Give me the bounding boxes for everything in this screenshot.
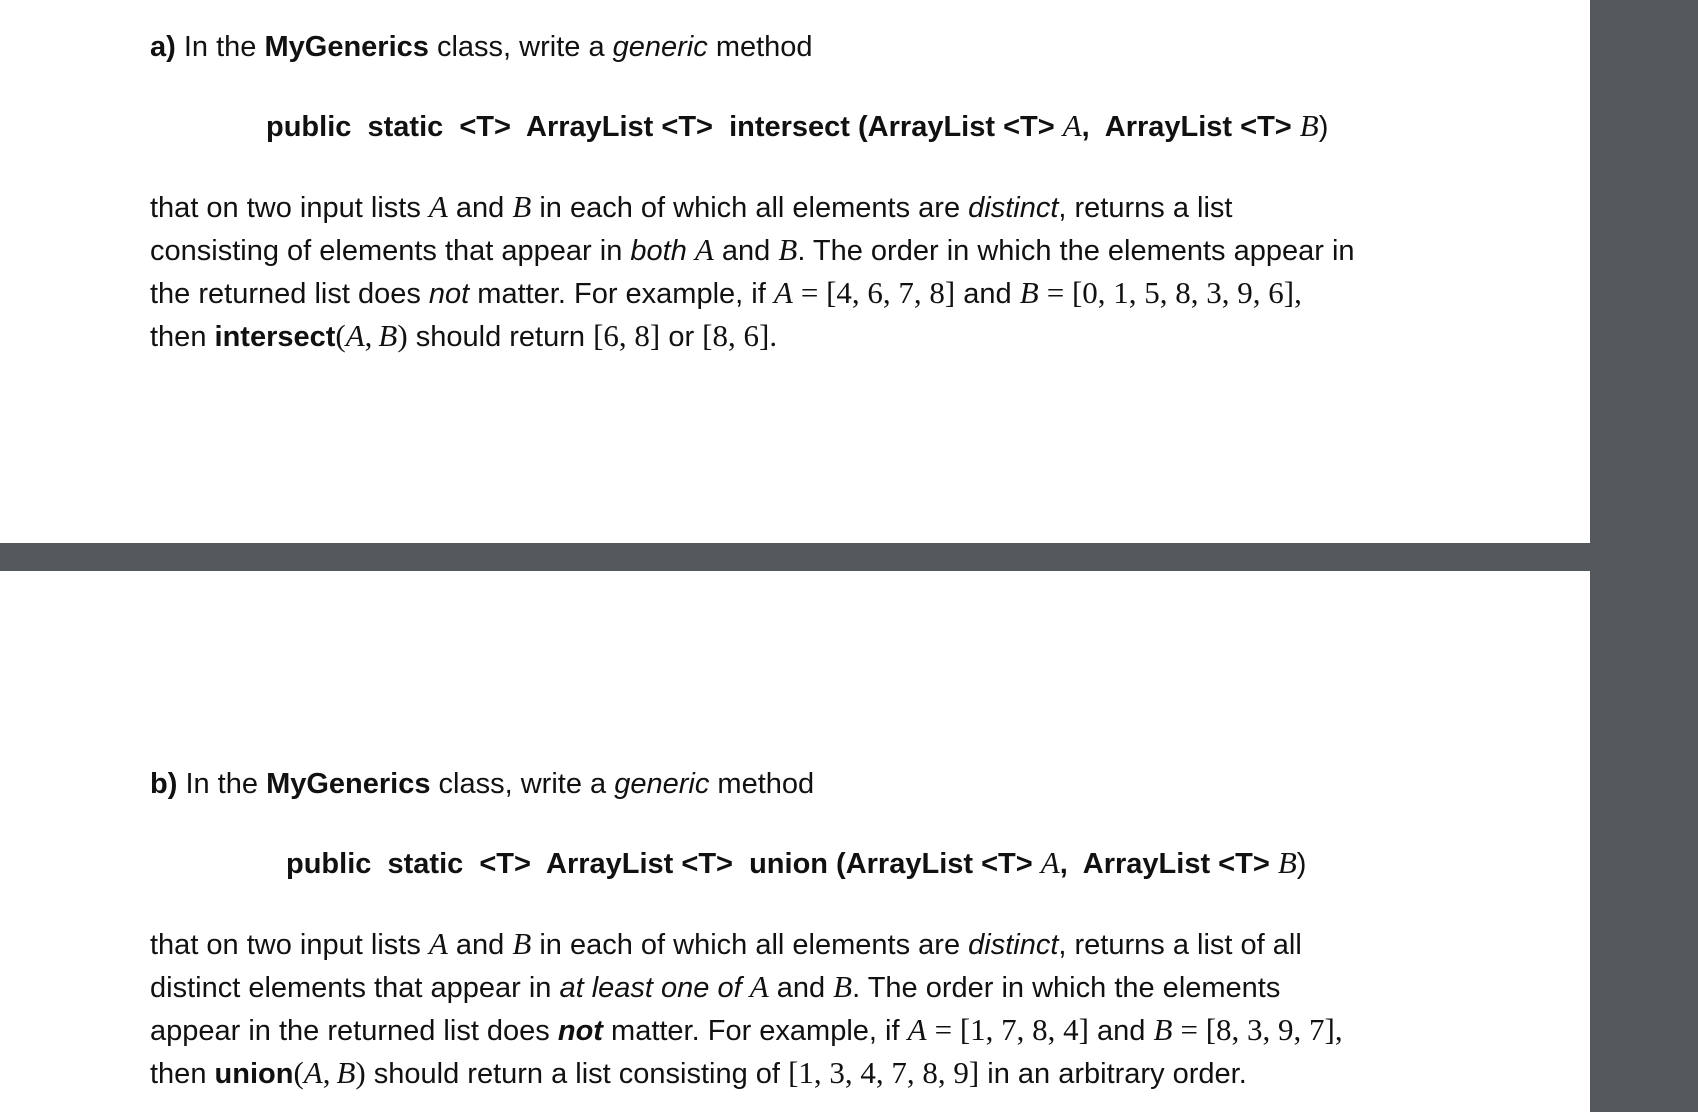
- viewer-side-gutter: [1590, 0, 1698, 1112]
- part-a-line-1: that on two input lists A and B in each of which all elements are distinct, returns a list: [150, 189, 1233, 224]
- class-name: MyGenerics: [266, 768, 431, 800]
- part-b-method-signature: public static <T> ArrayList <T> union (ArrayList <T> A, ArrayList <T> B): [286, 845, 1307, 880]
- part-b-label: b): [150, 768, 178, 800]
- part-a-heading: a) In the MyGenerics class, write a generic method: [150, 31, 813, 63]
- part-a-description: [150, 186, 1400, 358]
- class-name: MyGenerics: [264, 31, 429, 63]
- part-b-heading: b) In the MyGenerics class, write a generic method: [150, 768, 815, 800]
- part-b-line-2: distinct elements that appear in at least one of A and B. The order in which the elements: [150, 969, 1281, 1004]
- part-a-line-4: then intersect(A, B) should return [6, 8] or [8, 6].: [150, 318, 778, 353]
- part-a-method-signature: public static <T> ArrayList <T> intersect (ArrayList <T> A, ArrayList <T> B): [266, 108, 1329, 143]
- part-b-line-3: appear in the returned list does not matter. For example, if A = [1, 7, 8, 4] and B = [8, 3, 9, 7],: [150, 1012, 1343, 1047]
- part-a-label: a): [150, 31, 176, 63]
- part-b-line-1: that on two input lists A and B in each of which all elements are distinct, returns a list of all: [150, 926, 1302, 961]
- part-a-line-3: the returned list does not matter. For example, if A = [4, 6, 7, 8] and B = [0, 1, 5, 8, 3, 9, 6],: [150, 275, 1302, 310]
- part-a-line-2: consisting of elements that appear in both A and B. The order in which the elements appear in: [150, 232, 1355, 267]
- part-b-description: [150, 923, 1400, 1095]
- part-b-line-4: then union(A, B) should return a list consisting of [1, 3, 4, 7, 8, 9] in an arbitrary order.: [150, 1055, 1247, 1090]
